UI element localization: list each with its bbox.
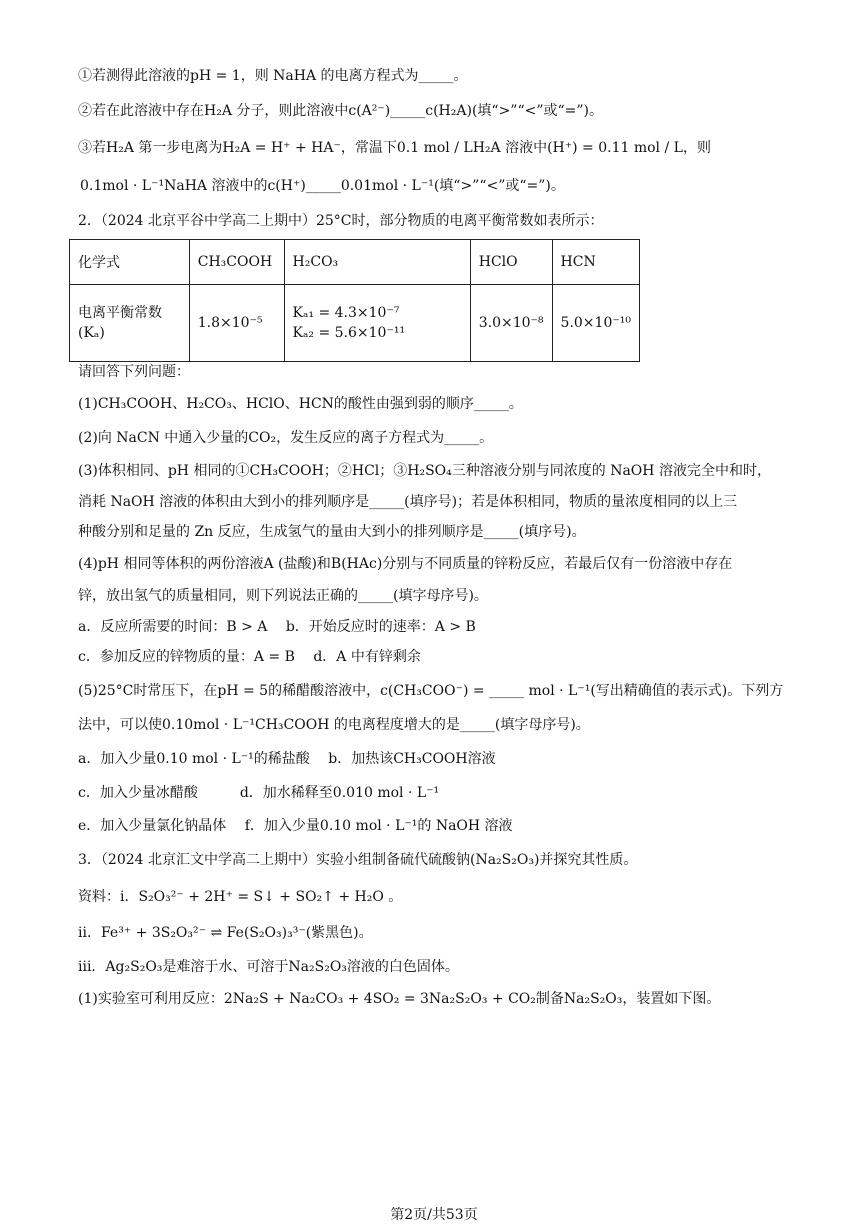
line-q1-3: ③若H₂A 第一步电离为H₂A = H⁺ + HA⁻，常温下0.1 mol / LH₂A 溶液中(H⁺) = 0.11 mol / L，则 [78, 140, 711, 156]
header-hclo: HClO [470, 240, 552, 285]
table-value-row [70, 285, 640, 362]
ionization-constant-table [69, 239, 640, 362]
sub-question-4-line2: 锌，放出氢气的质量相同，则下列说法正确的_____(填字母序号)。 [78, 588, 488, 604]
header-h2co3: H₂CO₃ [284, 240, 470, 285]
line-q1-2: ②若在此溶液中存在H₂A 分子，则此溶液中c(A²⁻)_____c(H₂A)(填“>”“<”或“=”)。 [78, 103, 604, 119]
header-formula: 化学式 [70, 240, 190, 285]
sub-question-4-line1: (4)pH 相同等体积的两份溶液A (盐酸)和B(HAc)分别与不同质量的锌粉反应，若最后仅有一份溶液中存在 [78, 556, 733, 572]
line-q1-4: 0.1mol · L⁻¹NaHA 溶液中的c(H⁺)_____0.01mol · L⁻¹(填“>”“<”或“=”)。 [80, 178, 565, 194]
table-header-row [70, 240, 640, 285]
row-label-line1: 电离平衡常数 [78, 305, 162, 321]
option-ef-line-5: e．加入少量氯化钠晶体 f．加入少量0.10 mol · L⁻¹的 NaOH 溶液 [78, 818, 513, 834]
sub-question-3-1: (1)实验室可利用反应：2Na₂S + Na₂CO₃ + 4SO₂ = 3Na₂S₂O₃ + CO₂制备Na₂S₂O₃，装置如下图。 [78, 991, 721, 1007]
cell-h2co3-ka1: Kₐ₁ = 4.3×10⁻⁷ [292, 305, 400, 321]
reference-ii: ii．Fe³⁺ + 3S₂O₃²⁻ ⇌ Fe(S₂O₃)₃³⁻(紫黑色)。 [78, 925, 373, 941]
reference-iii: iii．Ag₂S₂O₃是难溶于水、可溶于Na₂S₂O₃溶液的白色固体。 [78, 959, 459, 975]
sub-question-3-line3: 种酸分别和足量的 Zn 反应，生成氢气的量由大到小的排列顺序是_____(填序号)。 [78, 524, 586, 540]
option-cd-line-5: c．加入少量冰醋酸 d．加水稀释至0.010 mol · L⁻¹ [78, 785, 440, 801]
cell-ch3cooh-ka: 1.8×10⁻⁵ [189, 285, 284, 362]
row-label-ka [70, 285, 190, 362]
cell-h2co3-ka2: Kₐ₂ = 5.6×10⁻¹¹ [292, 325, 406, 341]
page-footer: 第2页/共53页 [390, 1207, 478, 1223]
sub-question-2: (2)向 NaCN 中通入少量的CO₂，发生反应的离子方程式为_____。 [78, 430, 494, 446]
sub-question-3-line1: (3)体积相同、pH 相同的①CH₃COOH；②HCl；③H₂SO₄三种溶液分别与同浓度的 NaOH 溶液完全中和时， [78, 463, 771, 479]
sub-question-5-line2: 法中，可以使0.10mol · L⁻¹CH₃COOH 的电离程度增大的是_____(填字母序号)。 [78, 717, 590, 733]
cell-hclo-ka: 3.0×10⁻⁸ [470, 285, 552, 362]
row-label-line2: (Kₐ) [78, 325, 105, 341]
header-hcn: HCN [552, 240, 639, 285]
cell-h2co3-ka [284, 285, 470, 362]
option-ab-line: a．反应所需要的时间：B > A b．开始反应时的速率：A > B [78, 619, 476, 635]
header-ch3cooh: CH₃COOH [189, 240, 284, 285]
question-3-heading: 3．（2024 北京汇文中学高二上期中）实验小组制备硫代硫酸钠(Na₂S₂O₃)并探究其性质。 [78, 852, 638, 868]
instruction-line: 请回答下列问题： [78, 364, 190, 380]
sub-question-1: (1)CH₃COOH、H₂CO₃、HClO、HCN的酸性由强到弱的顺序_____。 [78, 396, 523, 412]
cell-hcn-ka: 5.0×10⁻¹⁰ [552, 285, 639, 362]
option-cd-line: c．参加反应的锌物质的量：A = B d．A 中有锌剩余 [78, 649, 421, 665]
question-2-heading: 2．（2024 北京平谷中学高二上期中）25°C时，部分物质的电离平衡常数如表所示： [78, 213, 604, 229]
reference-i: 资料：i．S₂O₃²⁻ + 2H⁺ = S↓ + SO₂↑ + H₂O 。 [78, 889, 403, 905]
sub-question-5-line1: (5)25°C时常压下，在pH = 5的稀醋酸溶液中，c(CH₃COO⁻) = _____ mol · L⁻¹(写出精确值的表示式)。下列方 [78, 683, 784, 699]
sub-question-3-line2: 消耗 NaOH 溶液的体积由大到小的排列顺序是_____(填序号)；若是体积相同，物质的量浓度相同的以上三 [78, 494, 738, 510]
line-q1-1: ①若测得此溶液的pH = 1，则 NaHA 的电离方程式为_____。 [78, 68, 468, 84]
option-ab-line-5: a．加入少量0.10 mol · L⁻¹的稀盐酸 b．加热该CH₃COOH溶液 [78, 751, 496, 767]
